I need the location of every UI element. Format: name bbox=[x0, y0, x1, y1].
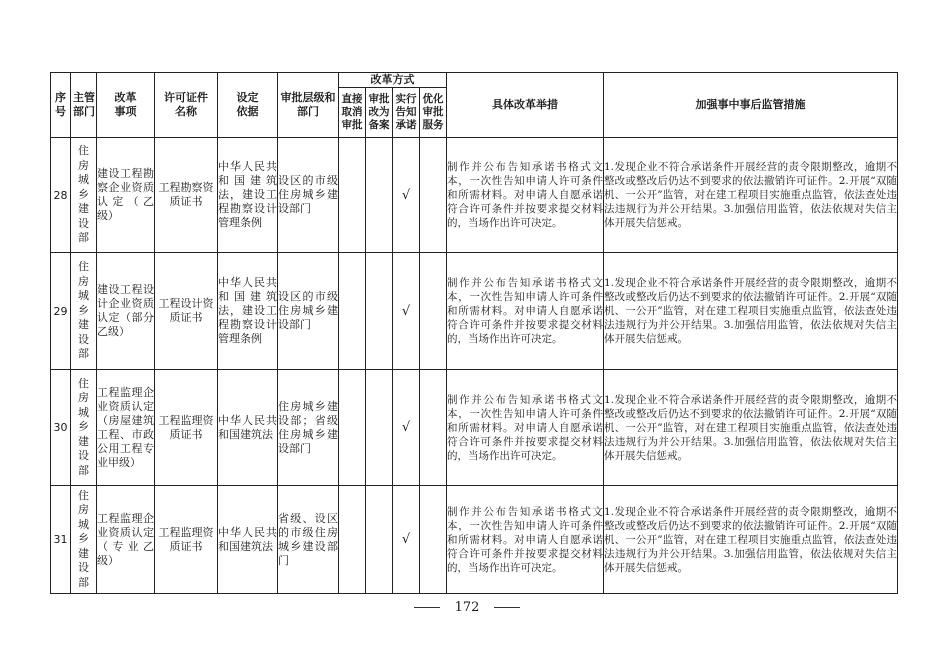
row-supervision: 1.发现企业不符合承诺条件开展经营的责令限期整改，逾期不整改或整改后仍达不到要求的依法撤销许可证件。2.开展“双随机、一公开”监管，对在建工程项目实施重点监管，依法查处违法违规行为并公开结果。3.加强信用监管，依法依规对失信主体开展失信惩戒。 bbox=[604, 138, 898, 253]
row-basis: 中华人民共和国建筑法，建设工程勘察设计管理条例 bbox=[218, 138, 278, 253]
row-method-filing bbox=[366, 486, 393, 594]
table-row bbox=[51, 138, 898, 253]
row-seq: 28 bbox=[51, 138, 71, 253]
row-method-commitment: √ bbox=[393, 370, 420, 486]
row-method-commitment: √ bbox=[393, 253, 420, 370]
row-license: 工程监理资质证书 bbox=[155, 370, 218, 486]
col-header-method-optimize: 优化审批服务 bbox=[420, 88, 447, 138]
page-number: 172 bbox=[454, 600, 480, 615]
col-header-method-filing: 审批改为备案 bbox=[366, 88, 393, 138]
page-footer bbox=[0, 600, 934, 615]
row-seq: 31 bbox=[51, 486, 71, 594]
reform-table bbox=[50, 72, 898, 594]
row-dept: 住房城乡建设部 bbox=[71, 486, 97, 594]
row-supervision: 1.发现企业不符合承诺条件开展经营的责令限期整改，逾期不整改或整改后仍达不到要求的依法撤销许可证件。2.开展“双随机、一公开”监管，对在建工程项目实施重点监管，依法查处违法违规行为并公开结果。3.加强信用监管，依法依规对失信主体开展失信惩戒。 bbox=[604, 486, 898, 594]
row-license: 工程勘察资质证书 bbox=[155, 138, 218, 253]
col-header-method-group: 改革方式 bbox=[339, 73, 447, 88]
col-header-basis: 设定依据 bbox=[218, 73, 278, 138]
row-measures: 制作并公布告知承诺书格式文本，一次性告知申请人许可条件和所需材料。对申请人自愿承诺符合许可条件并按要求提交材料的，当场作出许可决定。 bbox=[447, 138, 604, 253]
row-basis: 中华人民共和国建筑法 bbox=[218, 486, 278, 594]
row-basis: 中华人民共和国建筑法，建设工程勘察设计管理条例 bbox=[218, 253, 278, 370]
row-dept: 住房城乡建设部 bbox=[71, 370, 97, 486]
row-method-optimize bbox=[420, 486, 447, 594]
col-header-method-cancel: 直接取消审批 bbox=[339, 88, 366, 138]
row-item: 工程监理企业资质认定（专业乙级） bbox=[97, 486, 155, 594]
row-seq: 30 bbox=[51, 370, 71, 486]
table-row bbox=[51, 370, 898, 486]
row-method-optimize bbox=[420, 370, 447, 486]
col-header-dept: 主管部门 bbox=[71, 73, 97, 138]
col-header-item: 改革事项 bbox=[97, 73, 155, 138]
table-row bbox=[51, 253, 898, 370]
row-dept: 住房城乡建设部 bbox=[71, 138, 97, 253]
header-row-1 bbox=[51, 73, 898, 88]
row-dept: 住房城乡建设部 bbox=[71, 253, 97, 370]
row-license: 工程监理资质证书 bbox=[155, 486, 218, 594]
row-level: 住房城乡建设部；省级住房城乡建设部门 bbox=[278, 370, 339, 486]
row-method-filing bbox=[366, 370, 393, 486]
col-header-level: 审批层级和部门 bbox=[278, 73, 339, 138]
col-header-seq: 序号 bbox=[51, 73, 71, 138]
row-supervision: 1.发现企业不符合承诺条件开展经营的责令限期整改，逾期不整改或整改后仍达不到要求的依法撤销许可证件。2.开展“双随机、一公开”监管，对在建工程项目实施重点监管，依法查处违法违规行为并公开结果。3.加强信用监管，依法依规对失信主体开展失信惩戒。 bbox=[604, 370, 898, 486]
table-row bbox=[51, 486, 898, 594]
row-method-commitment: √ bbox=[393, 486, 420, 594]
col-header-supervision: 加强事中事后监管措施 bbox=[604, 73, 898, 138]
dash-right bbox=[494, 607, 520, 608]
row-method-cancel bbox=[339, 138, 366, 253]
row-method-optimize bbox=[420, 253, 447, 370]
row-seq: 29 bbox=[51, 253, 71, 370]
row-item: 建设工程设计企业资质认定（部分乙级） bbox=[97, 253, 155, 370]
row-method-filing bbox=[366, 253, 393, 370]
row-method-cancel bbox=[339, 486, 366, 594]
col-header-measures: 具体改革举措 bbox=[447, 73, 604, 138]
col-header-method-commitment: 实行告知承诺 bbox=[393, 88, 420, 138]
row-item: 建设工程勘察企业资质认定（乙级） bbox=[97, 138, 155, 253]
row-method-cancel bbox=[339, 370, 366, 486]
row-measures: 制作并公布告知承诺书格式文本，一次性告知申请人许可条件和所需材料。对申请人自愿承诺符合许可条件并按要求提交材料的，当场作出许可决定。 bbox=[447, 370, 604, 486]
row-measures: 制作并公布告知承诺书格式文本，一次性告知申请人许可条件和所需材料。对申请人自愿承诺符合许可条件并按要求提交材料的，当场作出许可决定。 bbox=[447, 486, 604, 594]
dash-left bbox=[414, 607, 440, 608]
row-method-optimize bbox=[420, 138, 447, 253]
row-item: 工程监理企业资质认定（房屋建筑工程、市政公用工程专业甲级） bbox=[97, 370, 155, 486]
row-method-commitment: √ bbox=[393, 138, 420, 253]
row-level: 省级、设区的市级住房城乡建设部门 bbox=[278, 486, 339, 594]
row-level: 设区的市级住房城乡建设部门 bbox=[278, 253, 339, 370]
row-license: 工程设计资质证书 bbox=[155, 253, 218, 370]
row-measures: 制作并公布告知承诺书格式文本，一次性告知申请人许可条件和所需材料。对申请人自愿承诺符合许可条件并按要求提交材料的，当场作出许可决定。 bbox=[447, 253, 604, 370]
row-supervision: 1.发现企业不符合承诺条件开展经营的责令限期整改，逾期不整改或整改后仍达不到要求的依法撤销许可证件。2.开展“双随机、一公开”监管，对在建工程项目实施重点监管，依法查处违法违规行为并公开结果。3.加强信用监管，依法依规对失信主体开展失信惩戒。 bbox=[604, 253, 898, 370]
row-level: 设区的市级住房城乡建设部门 bbox=[278, 138, 339, 253]
row-basis: 中华人民共和国建筑法 bbox=[218, 370, 278, 486]
row-method-filing bbox=[366, 138, 393, 253]
row-method-cancel bbox=[339, 253, 366, 370]
col-header-license: 许可证件名称 bbox=[155, 73, 218, 138]
